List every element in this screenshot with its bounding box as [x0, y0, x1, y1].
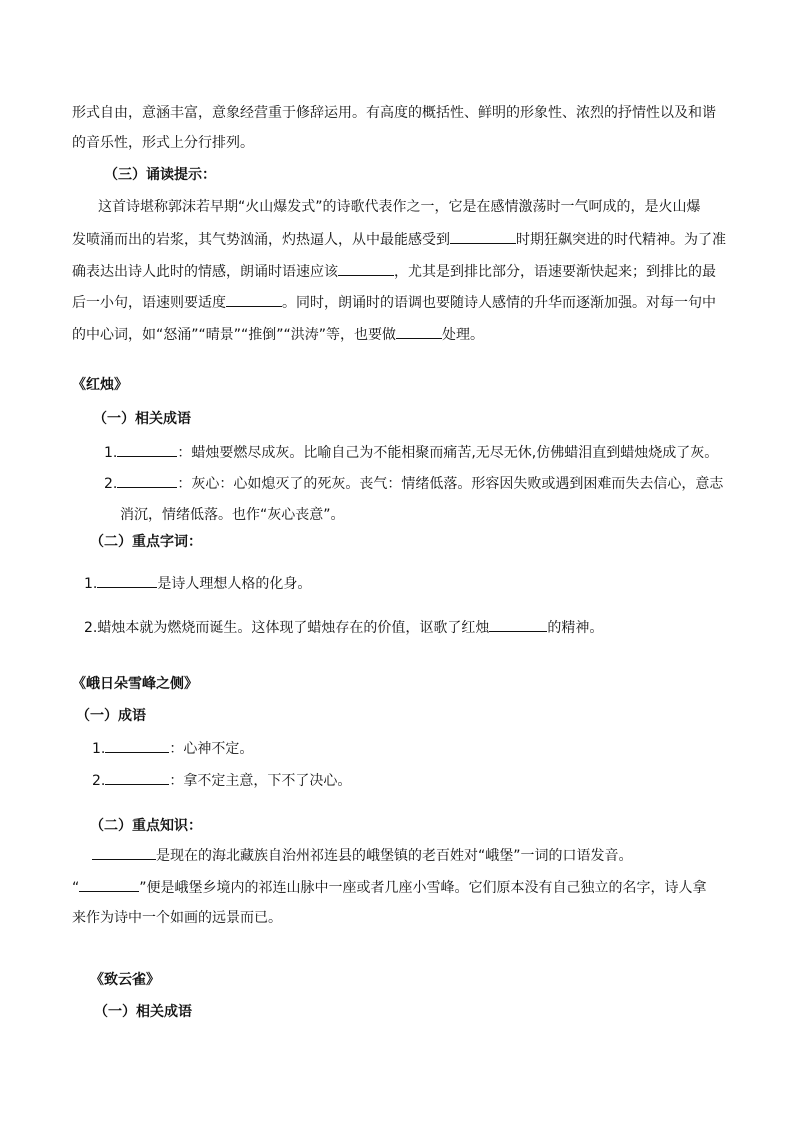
answer-blank	[117, 473, 177, 488]
section-title-snow: 《峨日朵雪峰之侧》	[72, 676, 198, 692]
section-title-lark: 《致云雀》	[90, 972, 160, 988]
recite-text: 发喷涌而出的岩浆，其气势汹涌，灼热逼人，从中最能感受到	[72, 232, 450, 248]
recite-text: 时期狂飙突进的时代精神。为了准	[516, 232, 726, 248]
item-number: 2.	[92, 773, 106, 789]
candle-word-1	[84, 573, 311, 594]
item-number: 1.	[104, 445, 118, 461]
item-number: 1.	[84, 576, 98, 592]
snow-heading-knowledge: （二）重点知识：	[90, 818, 202, 834]
recite-text: 。同时，朗诵时的语调也要随诗人感情的升华而逐渐加强。对每一句中	[282, 295, 716, 311]
item-text: ：蜡烛要燃尽成灰。比喻自己为不能相聚而痛苦,无尽无休,仿佛蜡泪直到蜡烛烧成了灰。	[177, 445, 719, 461]
recite-text: 的中心词，如“怒涌”“晴景”“推倒”“洪涛”等，也要做	[72, 327, 397, 343]
candle-idiom-2-cont: 消沉，情绪低落。也作“灰心丧意”。	[120, 507, 345, 523]
answer-blank	[97, 573, 157, 588]
item-text: ：拿不定主意，下不了决心。	[169, 773, 352, 789]
candle-heading-words: （二）重点字词：	[90, 534, 202, 550]
recite-line-2	[72, 229, 726, 250]
item-text: ”便是峨堡乡境内的祁连山脉中一座或者几座小雪峰。它们原本没有自己独立的名字，诗人拿	[139, 880, 707, 896]
recite-text: 后一小句，语速则要适度	[72, 295, 226, 311]
answer-blank	[117, 442, 177, 457]
item-text: ：心神不定。	[169, 741, 254, 757]
snow-heading-idioms: （一）成语	[76, 708, 146, 724]
snow-idiom-1	[92, 738, 253, 759]
candle-idiom-1	[104, 442, 718, 463]
item-text: 是现在的海北藏族自治州祁连县的峨堡镇的老百姓对“峨堡”一词的口语发音。	[156, 848, 633, 864]
recite-line-1: 这首诗堪称郭沫若早期“火山爆发式”的诗歌代表作之一，它是在感情激荡时一气呵成的，是火山爆	[98, 199, 701, 215]
answer-blank	[396, 324, 442, 339]
answer-blank	[92, 845, 156, 860]
answer-blank	[489, 617, 547, 632]
item-text: 2.蜡烛本就为燃烧而诞生。这体现了蜡烛存在的价值，讴歌了红烛	[84, 620, 490, 636]
section-title-candle: 《红烛》	[72, 377, 128, 393]
snow-knowledge-2	[72, 877, 707, 898]
recite-line-5	[72, 324, 484, 345]
intro-line-2: 的音乐性，形式上分行排列。	[72, 135, 254, 151]
candle-word-2	[84, 617, 603, 638]
answer-blank	[105, 738, 169, 753]
recite-line-3	[72, 261, 716, 282]
intro-line-1: 形式自由，意涵丰富，意象经营重于修辞运用。有高度的概括性、鲜明的形象性、浓烈的抒情性以及和谐	[72, 105, 716, 121]
answer-blank	[226, 292, 282, 307]
recite-text: 确表达出诗人此时的情感，朗诵时语速应该	[72, 264, 338, 280]
candle-heading-idioms: （一）相关成语	[93, 411, 191, 427]
recite-heading: （三）诵读提示：	[104, 167, 216, 183]
item-text: 的精神。	[547, 620, 604, 636]
item-text: 是诗人理想人格的化身。	[157, 576, 312, 592]
answer-blank	[105, 770, 169, 785]
snow-idiom-2	[92, 770, 351, 791]
candle-idiom-2	[104, 473, 723, 494]
answer-blank	[338, 261, 394, 276]
recite-text: ，尤其是到排比部分，语速要渐快起来；到排比的最	[394, 264, 716, 280]
item-number: 2.	[104, 476, 118, 492]
snow-knowledge-1	[92, 845, 633, 866]
item-number: 1.	[92, 741, 106, 757]
answer-blank	[79, 877, 139, 892]
snow-knowledge-2-cont: 来作为诗中一个如画的远景而已。	[72, 910, 282, 926]
lark-heading-idioms: （一）相关成语	[94, 1004, 192, 1020]
recite-text: 处理。	[442, 327, 485, 343]
open-quote: “	[72, 880, 80, 896]
item-text: ：灰心：心如熄灭了的死灰。丧气：情绪低落。形容因失败或遇到困难而失去信心，意志	[177, 476, 724, 492]
recite-line-4	[72, 292, 716, 313]
answer-blank	[450, 229, 516, 244]
